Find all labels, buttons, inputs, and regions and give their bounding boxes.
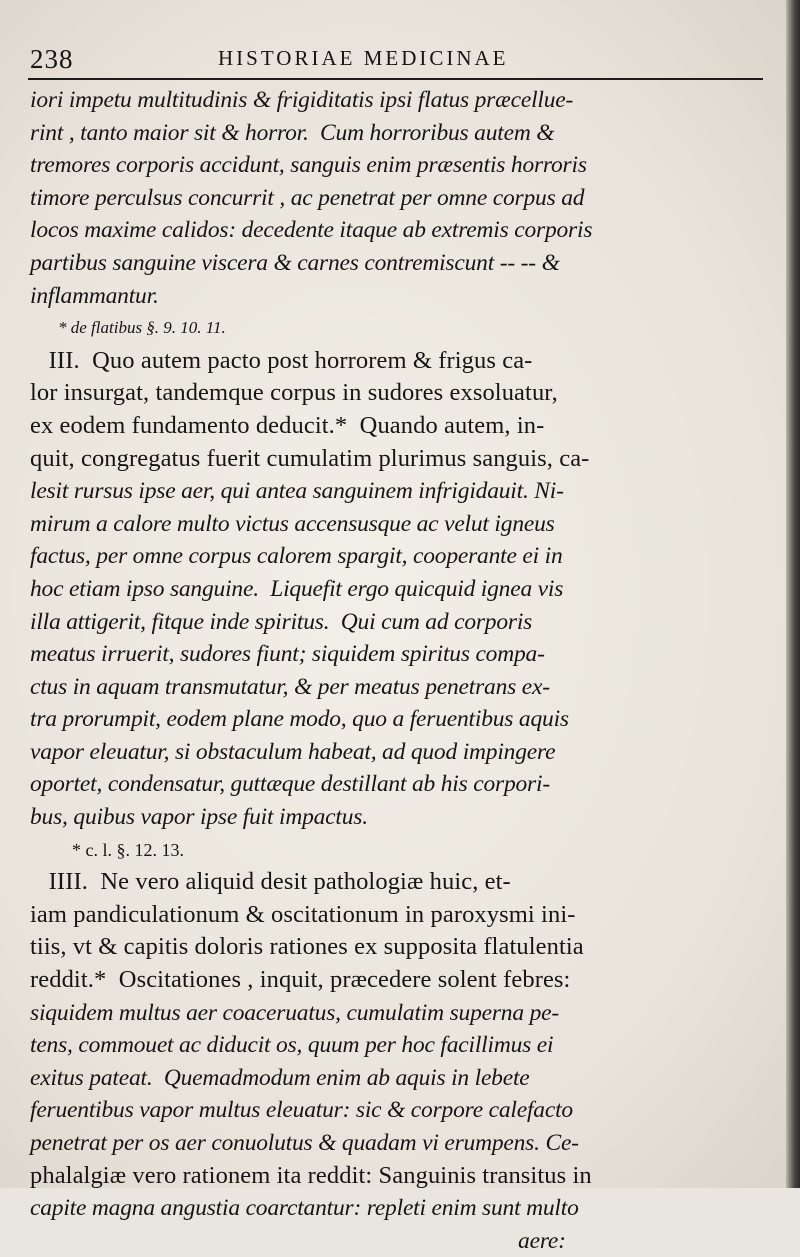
text-line: feruentibus vapor multus eleuatur: sic & corpore calefacto	[30, 1097, 573, 1124]
text-line: vapor eleuatur, si obstaculum habeat, ad quod impingere	[30, 738, 556, 765]
text-line: lesit rursus ipse aer, qui antea sanguinem infrigidauit. Ni-	[30, 478, 564, 505]
text-line: III. Quo autem pacto post horrorem & frigus ca-	[30, 346, 533, 374]
text-line: partibus sanguine viscera & carnes contremiscunt -- -- &	[30, 249, 560, 276]
text-line: tra prorumpit, eodem plane modo, quo a feruentibus aquis	[30, 706, 569, 733]
text-line: iori impetu multitudinis & frigiditatis ipsi flatus præcellue-	[30, 87, 574, 113]
text-line: phalalgiæ vero rationem ita reddit: Sanguinis transitus in	[30, 1161, 592, 1189]
text-line: timore perculsus concurrit , ac penetrat per omne corpus ad	[30, 184, 585, 211]
text-line: quit, congregatus fuerit cumulatim plurimus sanguis, ca-	[30, 444, 590, 472]
footnote-line: * de flatibus §. 9. 10. 11.	[58, 318, 226, 338]
text-line: tremores corporis accidunt, sanguis enim præsentis horroris	[30, 152, 587, 179]
text-line: rint , tanto maior sit & horror. Cum horroribus autem &	[30, 119, 555, 146]
text-line: inflammantur.	[30, 282, 159, 309]
text-line: lor insurgat, tandemque corpus in sudores exsoluatur,	[30, 379, 558, 407]
text-line: tiis, vt & capitis doloris rationes ex supposita flatulentia	[30, 933, 584, 961]
text-line: siquidem multus aer coaceruatus, cumulatim superna pe-	[30, 999, 559, 1026]
page-header	[30, 44, 760, 74]
header-rule	[28, 78, 763, 80]
text-line: locos maxime calidos: decedente itaque ab extremis corporis	[30, 217, 593, 244]
text-line: mirum a calore multo victus accensusque ac velut igneus	[30, 510, 555, 537]
page-edge-shadow	[786, 0, 800, 1188]
text-line: meatus irruerit, sudores fiunt; siquidem spiritus compa-	[30, 641, 545, 668]
text-line: ctus in aquam transmutatur, & per meatus penetrans ex-	[30, 673, 550, 700]
text-line: ex eodem fundamento deducit.* Quando autem, in-	[30, 411, 545, 439]
text-line: aere:	[30, 1227, 566, 1254]
text-line: factus, per omne corpus calorem spargit, cooperante ei in	[30, 543, 563, 570]
text-line: iam pandiculationum & oscitationum in paroxysmi ini-	[30, 900, 576, 928]
text-line: bus, quibus vapor ipse fuit impactus.	[30, 804, 368, 831]
text-line: reddit.* Oscitationes , inquit, præcedere solent febres:	[30, 966, 571, 994]
text-line: hoc etiam ipso sanguine. Liquefit ergo quicquid ignea vis	[30, 575, 564, 602]
text-line: illa attigerit, fitque inde spiritus. Qui cum ad corporis	[30, 608, 533, 635]
text-line: tens, commouet ac diducit os, quum per hoc facillimus ei	[30, 1032, 554, 1059]
text-line: exitus pateat. Quemadmodum enim ab aquis in lebete	[30, 1064, 530, 1091]
text-line: oportet, condensatur, guttæque destillant ab his corpori-	[30, 771, 550, 798]
text-line: penetrat per os aer conuolutus & quadam vi erumpens. Ce-	[30, 1130, 579, 1156]
page-body-text	[30, 84, 768, 1257]
running-head: HISTORIAE MEDICINAE	[218, 46, 509, 70]
text-line: capite magna angustia coarctantur: repleti enim sunt multo	[30, 1195, 579, 1222]
page-number: 238	[30, 44, 74, 74]
footnote-line: * c. l. §. 12. 13.	[72, 839, 184, 860]
text-line: IIII. Ne vero aliquid desit pathologiæ huic, et-	[30, 868, 511, 896]
